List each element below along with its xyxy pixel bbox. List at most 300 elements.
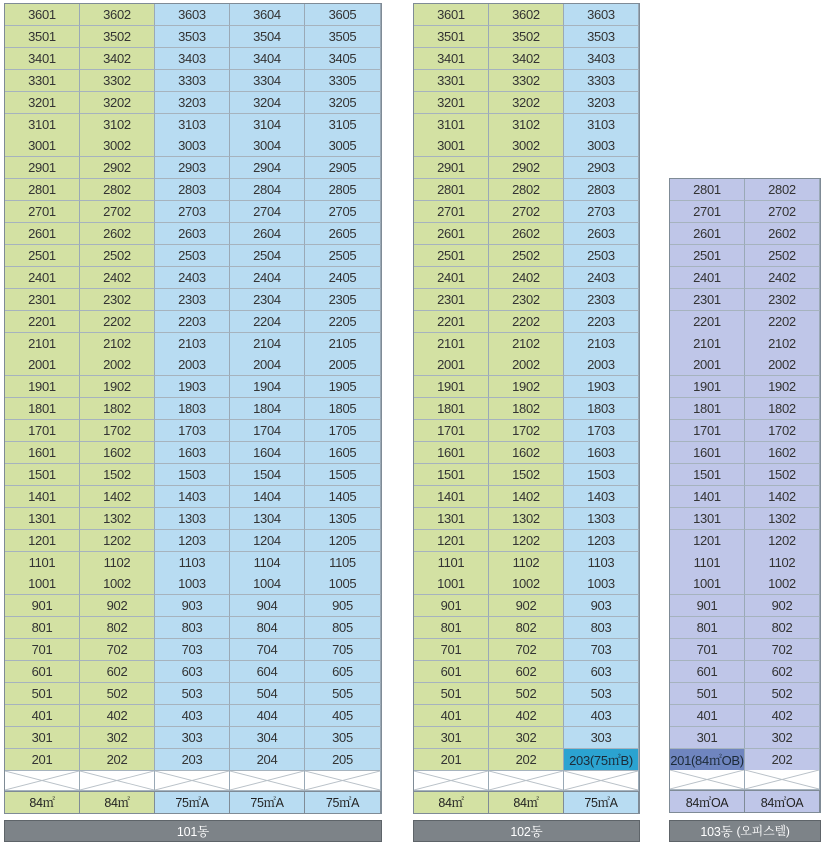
unit-cell: 3401 — [414, 48, 489, 70]
unit-cell: 705 — [305, 639, 381, 661]
unit-type-label: 75㎡A — [305, 791, 381, 813]
unit-cell: 1502 — [745, 464, 820, 486]
unit-cell: 901 — [414, 595, 489, 617]
unit-cell: 3304 — [230, 70, 305, 92]
unit-cell: 1103 — [564, 552, 639, 574]
unit-cell: 202 — [80, 749, 155, 771]
unit-cell: 605 — [305, 661, 381, 683]
unit-cell: 905 — [305, 595, 381, 617]
unit-cell: 1604 — [230, 442, 305, 464]
unit-cell: 2802 — [745, 179, 820, 201]
unit-cell: 704 — [230, 639, 305, 661]
unit-cell: 1101 — [5, 552, 80, 574]
unit-cell: 2601 — [5, 223, 80, 245]
unit-cell: 1101 — [670, 551, 745, 573]
unit-cell: 3303 — [564, 70, 639, 92]
unit-cell: 2602 — [745, 223, 820, 245]
unit-cell: 702 — [80, 639, 155, 661]
unit-cell: 2101 — [414, 333, 489, 355]
unit-cell: 3602 — [80, 4, 155, 26]
unit-cell: 2904 — [230, 157, 305, 179]
unit-cell: 3301 — [5, 70, 80, 92]
unit-cell: 3202 — [489, 92, 564, 114]
unit-cell: 3504 — [230, 26, 305, 48]
unit-cell: 2702 — [80, 201, 155, 223]
unit-cell: 2401 — [414, 267, 489, 289]
unit-cell: 601 — [414, 661, 489, 683]
unit-cell: 1202 — [489, 530, 564, 552]
unit-cell: 3602 — [489, 4, 564, 26]
unit-cell: 2401 — [5, 267, 80, 289]
unit-cell: 3101 — [5, 114, 80, 136]
building-101-grid — [4, 3, 382, 814]
unit-cell: 3503 — [564, 26, 639, 48]
unit-cell: 2905 — [305, 157, 381, 179]
unit-cell: 401 — [5, 705, 80, 727]
unit-cell: 1803 — [564, 398, 639, 420]
unit-cell: 2502 — [80, 245, 155, 267]
unit-cell: 1302 — [745, 508, 820, 530]
unit-cell: 1902 — [489, 376, 564, 398]
unit-cell: 1304 — [230, 508, 305, 530]
unit-cell: 2501 — [5, 245, 80, 267]
unit-cell: 1801 — [5, 398, 80, 420]
unit-cell: 2004 — [230, 354, 305, 376]
unit-type-label: 84㎡ — [5, 791, 80, 813]
pilotis-cell — [5, 771, 80, 791]
unit-cell: 302 — [489, 727, 564, 749]
unit-cell: 3405 — [305, 48, 381, 70]
unit-cell: 402 — [489, 705, 564, 727]
pilotis-cell — [230, 771, 305, 791]
unit-cell: 1901 — [670, 376, 745, 398]
unit-cell: 3101 — [414, 114, 489, 136]
unit-cell: 1305 — [305, 508, 381, 530]
unit-cell: 3104 — [230, 114, 305, 136]
unit-cell: 3003 — [155, 135, 230, 157]
unit-cell: 2903 — [564, 157, 639, 179]
unit-cell: 2503 — [155, 245, 230, 267]
unit-cell: 1102 — [745, 551, 820, 573]
unit-cell: 2603 — [155, 223, 230, 245]
unit-cell: 1602 — [745, 442, 820, 464]
unit-cell: 403 — [564, 705, 639, 727]
unit-cell: 2501 — [414, 245, 489, 267]
unit-cell: 1802 — [80, 398, 155, 420]
unit-cell: 505 — [305, 683, 381, 705]
unit-cell: 3601 — [5, 4, 80, 26]
unit-cell: 1502 — [489, 464, 564, 486]
unit-cell: 3002 — [489, 135, 564, 157]
unit-cell: 3404 — [230, 48, 305, 70]
unit-cell: 1803 — [155, 398, 230, 420]
unit-cell: 401 — [414, 705, 489, 727]
unit-cell: 3603 — [155, 4, 230, 26]
unit-cell: 903 — [564, 595, 639, 617]
unit-cell: 1501 — [5, 464, 80, 486]
unit-cell: 902 — [489, 595, 564, 617]
unit-cell: 2403 — [155, 267, 230, 289]
unit-cell: 301 — [5, 727, 80, 749]
unit-cell: 2502 — [489, 245, 564, 267]
unit-cell: 205 — [305, 749, 381, 771]
unit-cell: 2802 — [489, 179, 564, 201]
unit-cell: 2203 — [155, 311, 230, 333]
unit-type-label: 75㎡A — [155, 791, 230, 813]
pilotis-cell — [745, 770, 820, 790]
unit-cell: 1701 — [414, 420, 489, 442]
pilotis-cell — [489, 771, 564, 791]
unit-cell: 401 — [670, 705, 745, 727]
unit-cell: 3503 — [155, 26, 230, 48]
unit-cell: 701 — [670, 639, 745, 661]
unit-cell: 2501 — [670, 245, 745, 267]
unit-cell: 1402 — [489, 486, 564, 508]
unit-cell: 3205 — [305, 92, 381, 114]
unit-cell: 3002 — [80, 135, 155, 157]
unit-cell: 3201 — [414, 92, 489, 114]
unit-cell: 2302 — [489, 289, 564, 311]
unit-cell: 3301 — [414, 70, 489, 92]
unit-cell: 902 — [80, 595, 155, 617]
unit-cell: 602 — [80, 661, 155, 683]
unit-cell: 1302 — [489, 508, 564, 530]
unit-type-label: 84㎡OA — [670, 790, 745, 812]
unit-cell: 1002 — [489, 573, 564, 595]
unit-cell: 1103 — [155, 552, 230, 574]
unit-cell: 2901 — [5, 157, 80, 179]
pilotis-cell — [670, 770, 745, 790]
building-label — [4, 820, 382, 842]
unit-cell: 3302 — [80, 70, 155, 92]
unit-cell: 2801 — [670, 179, 745, 201]
unit-cell: 2301 — [670, 289, 745, 311]
unit-cell: 901 — [5, 595, 80, 617]
unit-cell: 1205 — [305, 530, 381, 552]
unit-cell: 902 — [745, 595, 820, 617]
unit-cell: 1805 — [305, 398, 381, 420]
unit-cell: 1802 — [745, 398, 820, 420]
unit-cell: 804 — [230, 617, 305, 639]
unit-cell: 1201 — [5, 530, 80, 552]
unit-cell: 3004 — [230, 135, 305, 157]
unit-cell: 3502 — [489, 26, 564, 48]
unit-cell: 2601 — [414, 223, 489, 245]
unit-cell: 502 — [80, 683, 155, 705]
unit-cell: 3402 — [489, 48, 564, 70]
unit-cell: 801 — [670, 617, 745, 639]
unit-cell: 1702 — [489, 420, 564, 442]
unit-cell: 2303 — [155, 289, 230, 311]
unit-cell: 2503 — [564, 245, 639, 267]
unit-cell: 2301 — [5, 289, 80, 311]
unit-cell: 3401 — [5, 48, 80, 70]
unit-cell: 2102 — [489, 333, 564, 355]
unit-cell: 2703 — [155, 201, 230, 223]
unit-cell: 201(84㎡OB) — [670, 749, 745, 771]
unit-type-label: 84㎡OA — [745, 790, 820, 812]
unit-cell: 1001 — [5, 573, 80, 595]
unit-cell: 1404 — [230, 486, 305, 508]
unit-cell: 1301 — [5, 508, 80, 530]
unit-cell: 2001 — [5, 354, 80, 376]
unit-cell: 2405 — [305, 267, 381, 289]
unit-cell: 2805 — [305, 179, 381, 201]
unit-cell: 1702 — [745, 420, 820, 442]
unit-cell: 2403 — [564, 267, 639, 289]
unit-cell: 2601 — [670, 223, 745, 245]
unit-cell: 501 — [414, 683, 489, 705]
unit-cell: 1403 — [564, 486, 639, 508]
unit-cell: 3201 — [5, 92, 80, 114]
unit-cell: 1701 — [670, 420, 745, 442]
unit-cell: 2804 — [230, 179, 305, 201]
unit-cell: 402 — [80, 705, 155, 727]
unit-cell: 2201 — [670, 311, 745, 333]
unit-cell: 2401 — [670, 267, 745, 289]
unit-cell: 2301 — [414, 289, 489, 311]
unit-cell: 202 — [489, 749, 564, 771]
unit-cell: 2604 — [230, 223, 305, 245]
unit-cell: 1704 — [230, 420, 305, 442]
unit-cell: 2402 — [80, 267, 155, 289]
unit-cell: 301 — [414, 727, 489, 749]
unit-cell: 903 — [155, 595, 230, 617]
unit-cell: 304 — [230, 727, 305, 749]
unit-cell: 3102 — [489, 114, 564, 136]
unit-cell: 1602 — [489, 442, 564, 464]
unit-cell: 1804 — [230, 398, 305, 420]
unit-cell: 602 — [745, 661, 820, 683]
unit-cell: 1703 — [564, 420, 639, 442]
unit-cell: 2101 — [670, 332, 745, 354]
unit-cell: 2705 — [305, 201, 381, 223]
unit-cell: 1303 — [564, 508, 639, 530]
unit-cell: 2902 — [80, 157, 155, 179]
unit-cell: 1303 — [155, 508, 230, 530]
unit-cell: 1102 — [489, 552, 564, 574]
unit-cell: 2801 — [5, 179, 80, 201]
unit-cell: 802 — [80, 617, 155, 639]
unit-cell: 1605 — [305, 442, 381, 464]
unit-cell: 2701 — [670, 201, 745, 223]
unit-cell: 1503 — [564, 464, 639, 486]
unit-cell: 601 — [670, 661, 745, 683]
unit-cell: 1802 — [489, 398, 564, 420]
unit-cell: 3502 — [80, 26, 155, 48]
unit-cell: 2002 — [489, 354, 564, 376]
unit-cell: 603 — [564, 661, 639, 683]
unit-cell: 2302 — [745, 289, 820, 311]
unit-cell: 2703 — [564, 201, 639, 223]
unit-cell: 2801 — [414, 179, 489, 201]
unit-cell: 3305 — [305, 70, 381, 92]
unit-cell: 1005 — [305, 573, 381, 595]
unit-cell: 3302 — [489, 70, 564, 92]
unit-cell: 703 — [155, 639, 230, 661]
unit-cell: 2902 — [489, 157, 564, 179]
building-name: 103동 — [700, 824, 733, 839]
unit-cell: 1904 — [230, 376, 305, 398]
unit-cell: 2002 — [745, 354, 820, 376]
unit-cell: 2005 — [305, 354, 381, 376]
unit-type-label: 75㎡A — [230, 791, 305, 813]
unit-cell: 2205 — [305, 311, 381, 333]
pilotis-cell — [414, 771, 489, 791]
unit-cell: 201 — [5, 749, 80, 771]
unit-cell: 1601 — [670, 442, 745, 464]
unit-cell: 2302 — [80, 289, 155, 311]
unit-cell: 2701 — [5, 201, 80, 223]
unit-cell: 2201 — [5, 311, 80, 333]
unit-cell: 702 — [489, 639, 564, 661]
unit-cell: 1703 — [155, 420, 230, 442]
unit-cell: 405 — [305, 705, 381, 727]
unit-cell: 1102 — [80, 552, 155, 574]
unit-type-label: 84㎡ — [414, 791, 489, 813]
building-subtitle: (오피스텔) — [736, 824, 790, 838]
unit-cell: 2502 — [745, 245, 820, 267]
unit-cell: 1601 — [5, 442, 80, 464]
unit-cell: 1201 — [670, 530, 745, 552]
unit-cell: 2605 — [305, 223, 381, 245]
unit-cell: 601 — [5, 661, 80, 683]
unit-cell: 1104 — [230, 552, 305, 574]
unit-cell: 1405 — [305, 486, 381, 508]
unit-cell: 1204 — [230, 530, 305, 552]
unit-cell: 1202 — [745, 530, 820, 552]
unit-cell: 203 — [155, 749, 230, 771]
unit-cell: 2602 — [80, 223, 155, 245]
unit-cell: 2202 — [745, 311, 820, 333]
unit-cell: 904 — [230, 595, 305, 617]
building-name: 101동 — [176, 824, 210, 839]
building-103-grid — [669, 178, 821, 813]
unit-cell: 2202 — [80, 311, 155, 333]
unit-cell: 3102 — [80, 114, 155, 136]
unit-cell: 1301 — [414, 508, 489, 530]
unit-cell: 203(75㎡B) — [564, 749, 639, 771]
unit-cell: 1903 — [564, 376, 639, 398]
unit-cell: 1502 — [80, 464, 155, 486]
unit-cell: 1203 — [155, 530, 230, 552]
unit-cell: 503 — [564, 683, 639, 705]
unit-cell: 1301 — [670, 508, 745, 530]
unit-cell: 2003 — [564, 354, 639, 376]
unit-cell: 803 — [155, 617, 230, 639]
unit-cell: 1004 — [230, 573, 305, 595]
unit-cell: 1603 — [155, 442, 230, 464]
unit-cell: 2103 — [564, 333, 639, 355]
unit-cell: 3604 — [230, 4, 305, 26]
unit-cell: 2701 — [414, 201, 489, 223]
unit-cell: 501 — [5, 683, 80, 705]
unit-cell: 1905 — [305, 376, 381, 398]
unit-cell: 1705 — [305, 420, 381, 442]
unit-cell: 803 — [564, 617, 639, 639]
unit-cell: 2402 — [489, 267, 564, 289]
unit-cell: 1902 — [80, 376, 155, 398]
unit-cell: 2702 — [745, 201, 820, 223]
unit-cell: 1501 — [414, 464, 489, 486]
unit-cell: 1401 — [670, 486, 745, 508]
unit-cell: 1003 — [155, 573, 230, 595]
unit-cell: 1202 — [80, 530, 155, 552]
unit-cell: 2704 — [230, 201, 305, 223]
unit-cell: 3202 — [80, 92, 155, 114]
pilotis-cell — [155, 771, 230, 791]
unit-cell: 603 — [155, 661, 230, 683]
unit-cell: 3103 — [564, 114, 639, 136]
unit-cell: 2602 — [489, 223, 564, 245]
unit-cell: 2304 — [230, 289, 305, 311]
unit-cell: 1001 — [670, 573, 745, 595]
unit-cell: 302 — [745, 727, 820, 749]
unit-cell: 1401 — [414, 486, 489, 508]
unit-cell: 2803 — [564, 179, 639, 201]
unit-cell: 305 — [305, 727, 381, 749]
unit-cell: 1001 — [414, 573, 489, 595]
unit-cell: 2102 — [80, 333, 155, 355]
unit-cell: 2001 — [670, 354, 745, 376]
unit-cell: 2001 — [414, 354, 489, 376]
unit-cell: 2002 — [80, 354, 155, 376]
unit-cell: 1501 — [670, 464, 745, 486]
unit-cell: 302 — [80, 727, 155, 749]
unit-cell: 403 — [155, 705, 230, 727]
unit-cell: 1105 — [305, 552, 381, 574]
unit-cell: 801 — [5, 617, 80, 639]
unit-cell: 3203 — [564, 92, 639, 114]
unit-cell: 204 — [230, 749, 305, 771]
unit-cell: 805 — [305, 617, 381, 639]
pilotis-cell — [305, 771, 381, 791]
unit-cell: 2101 — [5, 333, 80, 355]
unit-cell: 2404 — [230, 267, 305, 289]
unit-cell: 2103 — [155, 333, 230, 355]
building-label — [669, 820, 821, 842]
unit-cell: 1601 — [414, 442, 489, 464]
unit-cell: 2803 — [155, 179, 230, 201]
unit-cell: 303 — [564, 727, 639, 749]
unit-cell: 1401 — [5, 486, 80, 508]
unit-cell: 1403 — [155, 486, 230, 508]
unit-cell: 1801 — [670, 398, 745, 420]
unit-type-label: 75㎡A — [564, 791, 639, 813]
unit-cell: 2702 — [489, 201, 564, 223]
unit-cell: 3501 — [414, 26, 489, 48]
unit-cell: 3603 — [564, 4, 639, 26]
unit-cell: 1402 — [80, 486, 155, 508]
unit-cell: 1801 — [414, 398, 489, 420]
unit-cell: 2003 — [155, 354, 230, 376]
unit-cell: 3103 — [155, 114, 230, 136]
unit-cell: 502 — [489, 683, 564, 705]
unit-cell: 2201 — [414, 311, 489, 333]
unit-cell: 3402 — [80, 48, 155, 70]
unit-cell: 2204 — [230, 311, 305, 333]
building-102-grid — [413, 3, 640, 814]
unit-cell: 303 — [155, 727, 230, 749]
unit-cell: 2104 — [230, 333, 305, 355]
unit-cell: 1302 — [80, 508, 155, 530]
unit-cell: 2105 — [305, 333, 381, 355]
unit-cell: 3403 — [564, 48, 639, 70]
unit-cell: 1702 — [80, 420, 155, 442]
unit-cell: 3001 — [414, 135, 489, 157]
unit-cell: 2802 — [80, 179, 155, 201]
unit-cell: 702 — [745, 639, 820, 661]
